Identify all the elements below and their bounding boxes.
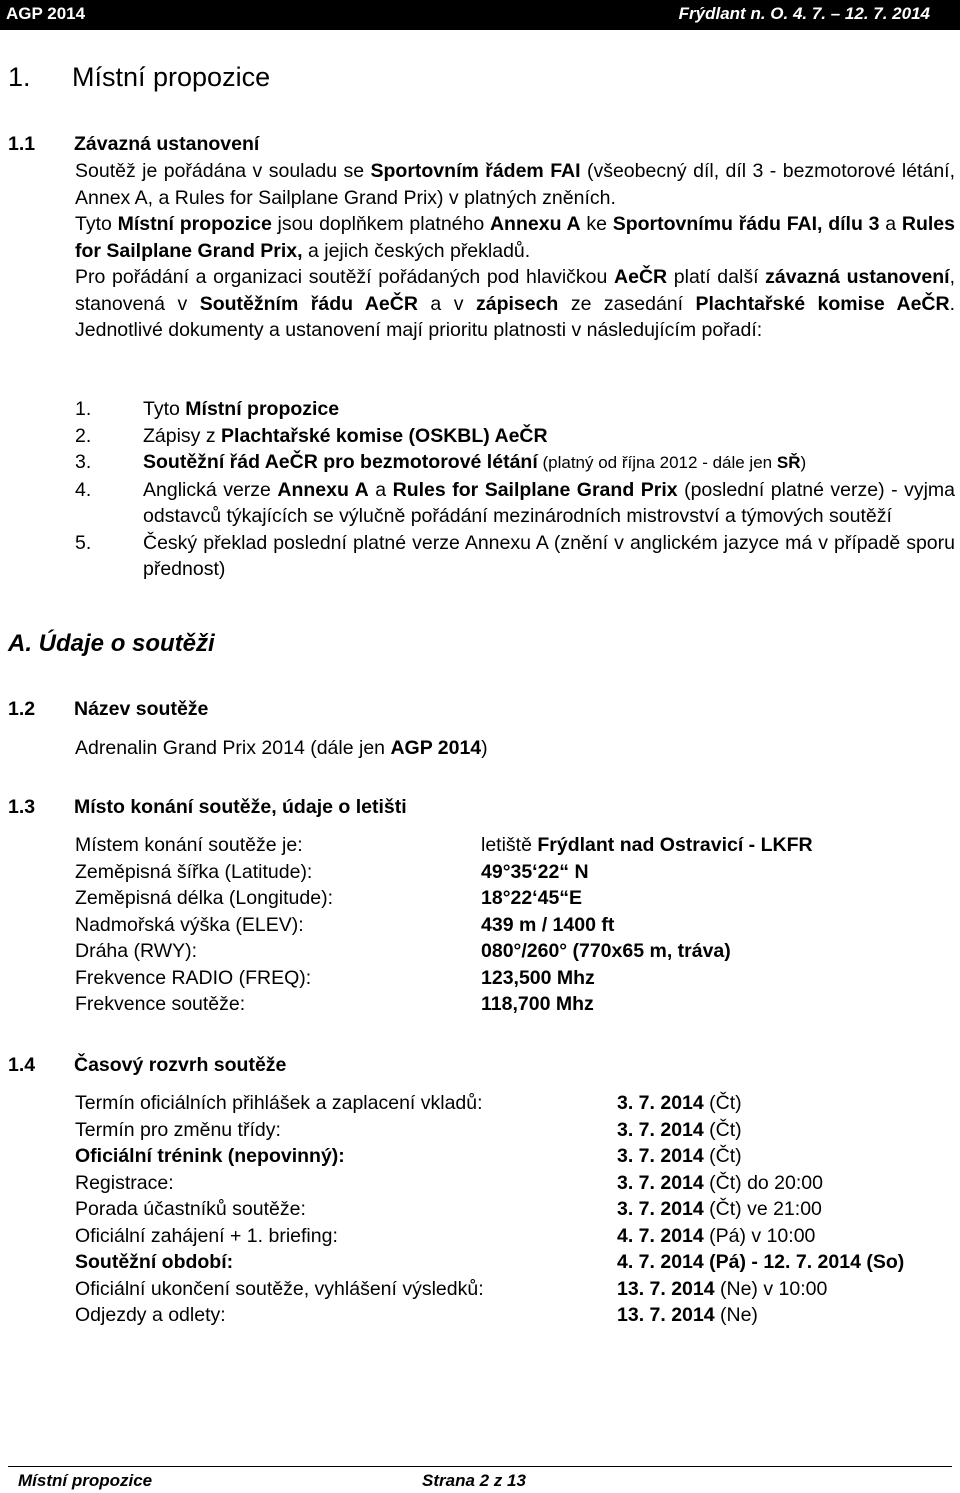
- footer-divider: [8, 1466, 952, 1467]
- list-item: [75, 530, 955, 583]
- chapter-title-text: Místní propozice: [72, 62, 271, 92]
- schedule-label: Oficiální zahájení + 1. briefing:: [75, 1224, 338, 1247]
- section-1-1-heading: [8, 131, 259, 157]
- airfield-value: [481, 991, 813, 1018]
- airfield-value: [481, 885, 813, 912]
- airfield-label: Zeměpisná šířka (Latitude):: [75, 860, 313, 883]
- text: letiště: [481, 834, 538, 856]
- airfield-labels: [75, 832, 333, 1018]
- text-bold: Annexu A: [489, 213, 581, 235]
- airfield-values: [481, 832, 813, 1018]
- text: ): [800, 453, 807, 472]
- text: a: [368, 478, 393, 501]
- text-bold: 118,700 Mhz: [481, 993, 594, 1015]
- text: (platný od října 2012 - dále jen: [537, 453, 777, 472]
- schedule-label: Porada účastníků soutěže:: [75, 1198, 306, 1220]
- paragraph-1: [75, 158, 955, 211]
- text-bold: SŘ: [776, 453, 801, 472]
- list-number: 2.: [75, 424, 92, 447]
- text: Soutěž je pořádána v souladu se: [75, 160, 371, 182]
- airfield-label: Místem konání soutěže je:: [75, 834, 303, 856]
- section-1-2-heading: [8, 696, 208, 722]
- list-text: Český překlad poslední platné verze Annexu A (znění v anglickém jazyce má v případě sporu přednost): [143, 531, 955, 580]
- list-number: 1.: [75, 398, 92, 420]
- airfield-value: [481, 912, 813, 939]
- schedule-label: Oficiální ukončení soutěže, vyhlášení výsledků:: [75, 1277, 484, 1300]
- text-bold: Sportovním řádem FAI: [370, 160, 581, 182]
- section-1-3-heading: [8, 794, 407, 820]
- paragraph-3: [75, 264, 955, 344]
- chapter-number: 1.: [8, 62, 31, 92]
- schedule-labels: [75, 1090, 484, 1329]
- text-bold: Annexu A: [277, 478, 369, 501]
- airfield-label: Frekvence RADIO (FREQ):: [75, 966, 312, 989]
- text-bold: Plachtařské komise AeČR: [695, 292, 950, 315]
- text: (Čt) do 20:00: [703, 1171, 823, 1194]
- section-title: Časový rozvrh soutěže: [74, 1054, 287, 1076]
- schedule-value: [617, 1170, 904, 1197]
- date: 4. 7. 2014 (Pá) - 12. 7. 2014 (So): [617, 1251, 905, 1273]
- text-bold: Rules for Sailplane Grand Prix: [392, 478, 678, 501]
- schedule-value: [617, 1143, 904, 1170]
- text-bold: závazná ustanovení: [765, 266, 950, 288]
- footer-left: Místní propozice: [18, 1471, 153, 1490]
- schedule-label: Odjezdy a odlety:: [75, 1304, 226, 1326]
- text-bold: Sportovnímu řádu FAI, dílu 3: [612, 213, 880, 235]
- list-item: [75, 423, 955, 450]
- text-bold: Soutěžním řádu AeČR: [199, 292, 418, 315]
- text: a jejich českých překladů.: [302, 239, 531, 262]
- schedule-label: Oficiální trénink (nepovinný):: [75, 1145, 345, 1167]
- text: ke: [580, 213, 613, 235]
- competition-name: [75, 735, 488, 761]
- airfield-value: [481, 859, 813, 886]
- date: 13. 7. 2014: [617, 1304, 715, 1326]
- list-number: 4.: [75, 478, 92, 501]
- text: , stanovená v: [75, 266, 955, 315]
- text-bold: Rules for Sailplane Grand Prix,: [75, 213, 955, 262]
- airfield-label: Dráha (RWY):: [75, 940, 198, 962]
- text: (poslední platné verze) - vyjma odstavců týkajících se výlučně pořádání mezinárodních mistrovství a týmových soutěží: [143, 478, 956, 527]
- text: (všeobecný díl, díl 3 - bezmotorové létání, Annex A, a Rules for Sailplane Grand Prix) v platných zněních.: [75, 160, 955, 209]
- section-number: 1.1: [8, 133, 36, 155]
- list-item: [75, 396, 955, 423]
- schedule-values: [617, 1090, 904, 1329]
- list-text: [143, 477, 955, 530]
- text: Tyto: [75, 213, 118, 235]
- text-bold: Soutěžní řád AeČR pro bezmotorové létání: [143, 451, 538, 473]
- text: . Jednotlivé dokumenty a ustanovení mají prioritu platnosti v následujícím pořadí:: [75, 292, 955, 341]
- text: a: [879, 213, 902, 235]
- text-bold: AeČR: [614, 266, 668, 288]
- text-bold: 439 m / 1400 ft: [481, 913, 615, 936]
- date: 3. 7. 2014: [617, 1145, 704, 1167]
- schedule-label: Termín oficiálních přihlášek a zaplacení vkladů:: [75, 1092, 483, 1114]
- airfield-value: [481, 832, 813, 859]
- text: (Čt): [703, 1145, 742, 1167]
- airfield-value: [481, 965, 813, 992]
- section-number: 1.3: [8, 796, 36, 818]
- part-a-title: A. Údaje o soutěži: [8, 630, 215, 657]
- list-text: [143, 396, 955, 423]
- footer-page-number: Strana 2 z 13: [422, 1471, 526, 1490]
- text: (Ne) v 10:00: [714, 1277, 828, 1300]
- text: (Čt): [703, 1092, 742, 1114]
- schedule-label: Registrace:: [75, 1171, 174, 1194]
- section-title: Místo konání soutěže, údaje o letišti: [74, 796, 407, 818]
- date: 4. 7. 2014: [617, 1224, 704, 1247]
- text: (Ne): [714, 1304, 758, 1326]
- text: a v: [417, 292, 476, 315]
- schedule-value: [617, 1302, 904, 1329]
- section-number: 1.4: [8, 1054, 36, 1076]
- schedule-value: [617, 1196, 904, 1223]
- schedule-value: [617, 1090, 904, 1117]
- date: 3. 7. 2014: [617, 1171, 704, 1194]
- schedule-value: [617, 1249, 904, 1276]
- text: Pro pořádání a organizaci soutěží pořádaných pod hlavičkou: [75, 266, 615, 288]
- list-number: 3.: [75, 451, 92, 473]
- text-bold: 123,500 Mhz: [481, 966, 595, 989]
- text-bold: Místní propozice: [117, 213, 272, 235]
- list-item: [75, 477, 955, 530]
- text-bold: 080°/260° (770x65 m, tráva): [481, 940, 731, 962]
- date: 13. 7. 2014: [617, 1277, 715, 1300]
- list-text: [143, 423, 955, 450]
- section-number: 1.2: [8, 698, 36, 720]
- airfield-value: [481, 938, 813, 965]
- section-1-4-heading: [8, 1052, 286, 1078]
- text: jsou doplňkem platného: [271, 213, 490, 235]
- priority-list: [75, 396, 955, 583]
- airfield-label: Zeměpisná délka (Longitude):: [75, 887, 333, 909]
- chapter-title: [8, 62, 270, 93]
- schedule-label: Termín pro změnu třídy:: [75, 1118, 281, 1141]
- page-header: [0, 0, 960, 30]
- text: (Čt): [703, 1118, 742, 1141]
- text: ze zasedání: [558, 292, 696, 315]
- schedule-value: [617, 1223, 904, 1250]
- text: Tyto: [143, 398, 186, 420]
- text: (Pá) v 10:00: [703, 1224, 816, 1247]
- text-bold: 49°35‘22“ N: [481, 860, 589, 883]
- section-title: Název soutěže: [74, 698, 209, 720]
- date: 3. 7. 2014: [617, 1092, 704, 1114]
- text: ): [481, 737, 488, 759]
- text: Adrenalin Grand Prix 2014 (dále jen: [75, 737, 391, 759]
- schedule-label: Soutěžní období:: [75, 1251, 234, 1273]
- text-bold: 18°22‘45“E: [481, 887, 583, 909]
- header-right: Frýdlant n. O. 4. 7. – 12. 7. 2014: [678, 4, 930, 23]
- section-title: Závazná ustanovení: [74, 133, 260, 155]
- schedule-value: [617, 1117, 904, 1144]
- header-left: AGP 2014: [6, 4, 86, 23]
- airfield-label: Nadmořská výška (ELEV):: [75, 913, 304, 936]
- text-bold: Místní propozice: [185, 398, 340, 420]
- list-text: [143, 449, 955, 477]
- text-bold: Frýdlant nad Ostravicí - LKFR: [537, 834, 813, 856]
- text: Anglická verze: [143, 478, 278, 501]
- text-bold: AGP 2014: [390, 737, 482, 759]
- text-bold: Plachtařské komise (OSKBL) AeČR: [221, 424, 548, 447]
- text: (Čt) ve 21:00: [703, 1198, 822, 1220]
- text-bold: zápisech: [475, 292, 559, 315]
- airfield-label: Frekvence soutěže:: [75, 993, 246, 1015]
- text: Zápisy z: [143, 424, 222, 447]
- date: 3. 7. 2014: [617, 1118, 704, 1141]
- list-item: [75, 449, 955, 477]
- text: platí další: [667, 266, 766, 288]
- list-number: 5.: [75, 531, 92, 554]
- schedule-value: [617, 1276, 904, 1303]
- date: 3. 7. 2014: [617, 1198, 704, 1220]
- paragraph-2: [75, 211, 955, 264]
